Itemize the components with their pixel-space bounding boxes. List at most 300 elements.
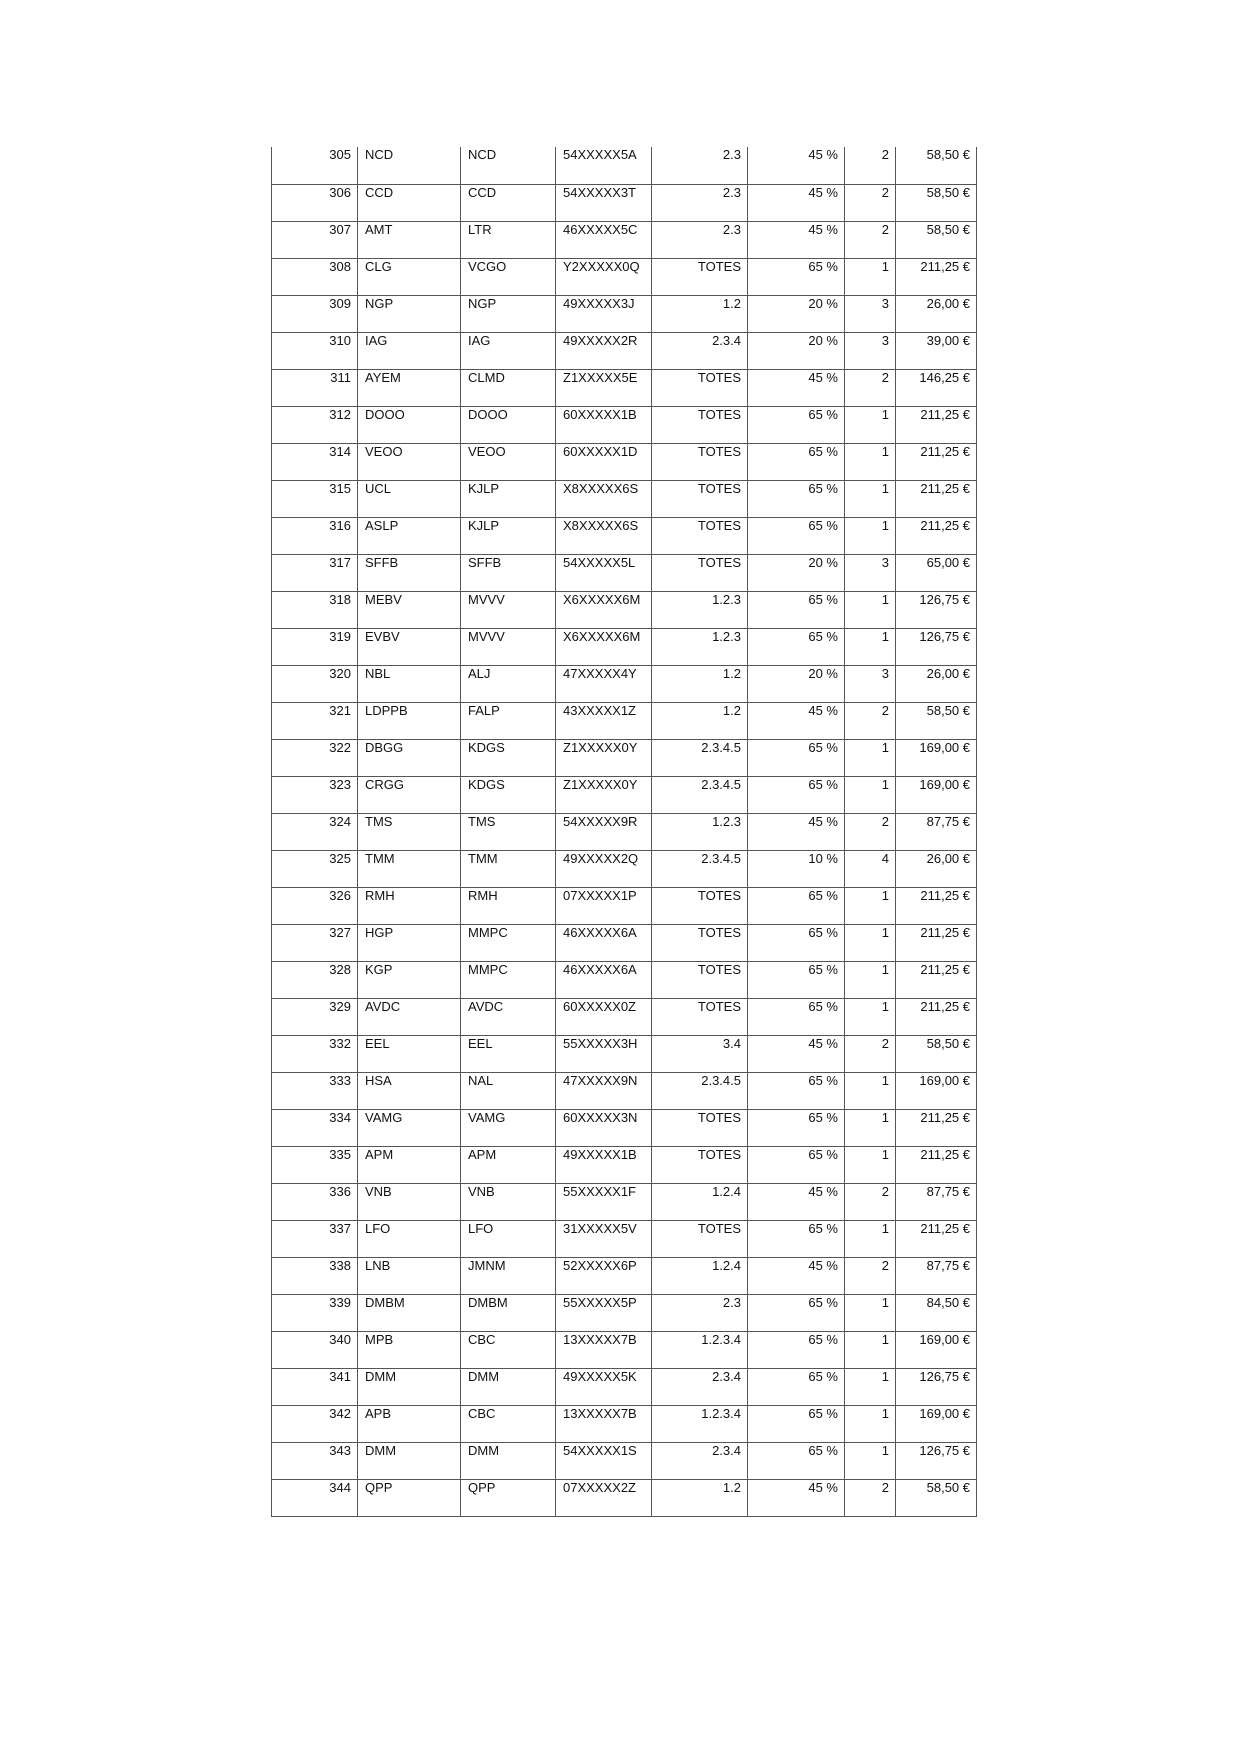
cell-groups: TOTES <box>652 924 748 961</box>
cell-percentage: 65 % <box>748 1442 845 1479</box>
cell-groups: 2.3 <box>652 147 748 184</box>
table-row <box>272 1072 977 1109</box>
cell-count: 3 <box>845 665 896 702</box>
cell-count: 1 <box>845 1442 896 1479</box>
cell-count: 2 <box>845 1257 896 1294</box>
cell-groups: 1.2.3.4 <box>652 1331 748 1368</box>
cell-code-a: CRGG <box>358 776 461 813</box>
cell-code-a: LFO <box>358 1220 461 1257</box>
cell-percentage: 65 % <box>748 1368 845 1405</box>
cell-amount: 126,75 € <box>896 1368 977 1405</box>
cell-id-masked: X6XXXXX6M <box>556 628 652 665</box>
cell-code-b: KJLP <box>461 480 556 517</box>
cell-percentage: 20 % <box>748 665 845 702</box>
cell-percentage: 20 % <box>748 554 845 591</box>
cell-groups: 1.2.3 <box>652 813 748 850</box>
cell-amount: 58,50 € <box>896 1479 977 1516</box>
cell-code-b: VAMG <box>461 1109 556 1146</box>
cell-count: 1 <box>845 1146 896 1183</box>
cell-groups: TOTES <box>652 1220 748 1257</box>
cell-groups: 1.2.3 <box>652 591 748 628</box>
cell-row-number: 343 <box>272 1442 358 1479</box>
cell-amount: 58,50 € <box>896 221 977 258</box>
table-row <box>272 295 977 332</box>
cell-id-masked: 47XXXXX4Y <box>556 665 652 702</box>
cell-row-number: 321 <box>272 702 358 739</box>
cell-percentage: 45 % <box>748 221 845 258</box>
cell-percentage: 65 % <box>748 1220 845 1257</box>
cell-amount: 169,00 € <box>896 1405 977 1442</box>
cell-code-a: NBL <box>358 665 461 702</box>
cell-row-number: 308 <box>272 258 358 295</box>
cell-code-a: EVBV <box>358 628 461 665</box>
cell-groups: 1.2 <box>652 702 748 739</box>
cell-percentage: 65 % <box>748 591 845 628</box>
cell-code-a: NCD <box>358 147 461 184</box>
cell-row-number: 328 <box>272 961 358 998</box>
cell-code-b: NCD <box>461 147 556 184</box>
cell-row-number: 322 <box>272 739 358 776</box>
cell-amount: 58,50 € <box>896 702 977 739</box>
cell-count: 2 <box>845 221 896 258</box>
cell-groups: TOTES <box>652 517 748 554</box>
cell-percentage: 45 % <box>748 702 845 739</box>
cell-id-masked: X8XXXXX6S <box>556 517 652 554</box>
cell-code-a: APM <box>358 1146 461 1183</box>
cell-id-masked: 54XXXXX9R <box>556 813 652 850</box>
cell-row-number: 333 <box>272 1072 358 1109</box>
table-row <box>272 1035 977 1072</box>
cell-code-b: DOOO <box>461 406 556 443</box>
cell-row-number: 305 <box>272 147 358 184</box>
cell-row-number: 340 <box>272 1331 358 1368</box>
cell-row-number: 311 <box>272 369 358 406</box>
cell-code-a: EEL <box>358 1035 461 1072</box>
cell-amount: 211,25 € <box>896 887 977 924</box>
cell-code-a: HSA <box>358 1072 461 1109</box>
cell-code-a: DMM <box>358 1368 461 1405</box>
cell-code-a: HGP <box>358 924 461 961</box>
cell-groups: 1.2 <box>652 295 748 332</box>
cell-code-b: CBC <box>461 1331 556 1368</box>
cell-code-b: AVDC <box>461 998 556 1035</box>
cell-amount: 211,25 € <box>896 1220 977 1257</box>
cell-amount: 65,00 € <box>896 554 977 591</box>
cell-groups: 1.2.3 <box>652 628 748 665</box>
cell-row-number: 312 <box>272 406 358 443</box>
table-row <box>272 184 977 221</box>
cell-percentage: 65 % <box>748 887 845 924</box>
cell-id-masked: 55XXXXX1F <box>556 1183 652 1220</box>
cell-code-b: APM <box>461 1146 556 1183</box>
cell-count: 1 <box>845 1405 896 1442</box>
table-row <box>272 702 977 739</box>
cell-amount: 58,50 € <box>896 147 977 184</box>
cell-id-masked: 46XXXXX5C <box>556 221 652 258</box>
cell-code-a: DBGG <box>358 739 461 776</box>
cell-code-b: ALJ <box>461 665 556 702</box>
table-row <box>272 1109 977 1146</box>
cell-amount: 84,50 € <box>896 1294 977 1331</box>
cell-groups: TOTES <box>652 998 748 1035</box>
cell-count: 1 <box>845 739 896 776</box>
cell-id-masked: Z1XXXXX5E <box>556 369 652 406</box>
cell-id-masked: 60XXXXX1B <box>556 406 652 443</box>
cell-code-b: DMM <box>461 1368 556 1405</box>
cell-id-masked: 49XXXXX3J <box>556 295 652 332</box>
cell-groups: 2.3.4 <box>652 1442 748 1479</box>
table-row <box>272 332 977 369</box>
cell-percentage: 65 % <box>748 1331 845 1368</box>
table-row <box>272 887 977 924</box>
cell-percentage: 45 % <box>748 1479 845 1516</box>
table-row <box>272 1220 977 1257</box>
cell-percentage: 20 % <box>748 295 845 332</box>
cell-code-a: AMT <box>358 221 461 258</box>
cell-amount: 26,00 € <box>896 295 977 332</box>
cell-code-b: JMNM <box>461 1257 556 1294</box>
cell-percentage: 65 % <box>748 1294 845 1331</box>
cell-groups: 3.4 <box>652 1035 748 1072</box>
cell-row-number: 342 <box>272 1405 358 1442</box>
cell-row-number: 338 <box>272 1257 358 1294</box>
table-row <box>272 1294 977 1331</box>
table-row <box>272 1331 977 1368</box>
cell-count: 4 <box>845 850 896 887</box>
cell-row-number: 334 <box>272 1109 358 1146</box>
cell-id-masked: 43XXXXX1Z <box>556 702 652 739</box>
cell-percentage: 65 % <box>748 924 845 961</box>
cell-code-a: CCD <box>358 184 461 221</box>
cell-row-number: 327 <box>272 924 358 961</box>
cell-count: 1 <box>845 1331 896 1368</box>
cell-id-masked: 49XXXXX2Q <box>556 850 652 887</box>
cell-code-b: KJLP <box>461 517 556 554</box>
cell-amount: 211,25 € <box>896 517 977 554</box>
cell-count: 1 <box>845 591 896 628</box>
cell-percentage: 65 % <box>748 1109 845 1146</box>
cell-code-b: DMBM <box>461 1294 556 1331</box>
cell-row-number: 332 <box>272 1035 358 1072</box>
cell-groups: 1.2.4 <box>652 1257 748 1294</box>
cell-row-number: 309 <box>272 295 358 332</box>
cell-code-b: NGP <box>461 295 556 332</box>
cell-id-masked: 31XXXXX5V <box>556 1220 652 1257</box>
cell-code-a: IAG <box>358 332 461 369</box>
cell-count: 2 <box>845 1035 896 1072</box>
table-row <box>272 739 977 776</box>
cell-count: 2 <box>845 702 896 739</box>
cell-code-a: MEBV <box>358 591 461 628</box>
cell-percentage: 65 % <box>748 443 845 480</box>
cell-groups: TOTES <box>652 1146 748 1183</box>
cell-code-b: VCGO <box>461 258 556 295</box>
table-body <box>272 147 977 1516</box>
cell-row-number: 339 <box>272 1294 358 1331</box>
cell-code-a: VAMG <box>358 1109 461 1146</box>
cell-code-b: EEL <box>461 1035 556 1072</box>
cell-count: 1 <box>845 1294 896 1331</box>
table-row <box>272 813 977 850</box>
table-row <box>272 221 977 258</box>
table-row <box>272 591 977 628</box>
cell-code-b: NAL <box>461 1072 556 1109</box>
cell-count: 2 <box>845 369 896 406</box>
cell-code-a: TMM <box>358 850 461 887</box>
cell-id-masked: Z1XXXXX0Y <box>556 776 652 813</box>
cell-amount: 211,25 € <box>896 961 977 998</box>
cell-code-a: RMH <box>358 887 461 924</box>
cell-amount: 126,75 € <box>896 591 977 628</box>
cell-id-masked: 13XXXXX7B <box>556 1405 652 1442</box>
cell-row-number: 307 <box>272 221 358 258</box>
cell-groups: 2.3.4 <box>652 1368 748 1405</box>
cell-row-number: 337 <box>272 1220 358 1257</box>
cell-groups: 1.2 <box>652 1479 748 1516</box>
cell-groups: TOTES <box>652 961 748 998</box>
cell-row-number: 317 <box>272 554 358 591</box>
cell-id-masked: 60XXXXX1D <box>556 443 652 480</box>
cell-code-a: CLG <box>358 258 461 295</box>
cell-count: 2 <box>845 813 896 850</box>
cell-id-masked: 07XXXXX2Z <box>556 1479 652 1516</box>
cell-code-b: CCD <box>461 184 556 221</box>
cell-row-number: 325 <box>272 850 358 887</box>
cell-groups: 2.3.4.5 <box>652 850 748 887</box>
cell-row-number: 323 <box>272 776 358 813</box>
cell-groups: TOTES <box>652 369 748 406</box>
cell-row-number: 315 <box>272 480 358 517</box>
cell-count: 1 <box>845 776 896 813</box>
cell-amount: 211,25 € <box>896 924 977 961</box>
data-table <box>271 147 977 1517</box>
cell-id-masked: 46XXXXX6A <box>556 961 652 998</box>
cell-count: 1 <box>845 1109 896 1146</box>
cell-groups: TOTES <box>652 258 748 295</box>
cell-code-b: DMM <box>461 1442 556 1479</box>
table-row <box>272 480 977 517</box>
cell-amount: 87,75 € <box>896 1257 977 1294</box>
cell-count: 2 <box>845 184 896 221</box>
cell-row-number: 320 <box>272 665 358 702</box>
cell-row-number: 336 <box>272 1183 358 1220</box>
cell-groups: TOTES <box>652 1109 748 1146</box>
cell-percentage: 65 % <box>748 628 845 665</box>
cell-code-a: DMM <box>358 1442 461 1479</box>
cell-groups: 2.3 <box>652 221 748 258</box>
cell-code-b: IAG <box>461 332 556 369</box>
cell-percentage: 65 % <box>748 258 845 295</box>
cell-groups: 1.2.3.4 <box>652 1405 748 1442</box>
cell-count: 3 <box>845 295 896 332</box>
cell-groups: 1.2 <box>652 665 748 702</box>
cell-row-number: 314 <box>272 443 358 480</box>
cell-count: 3 <box>845 332 896 369</box>
cell-id-masked: Z1XXXXX0Y <box>556 739 652 776</box>
cell-count: 1 <box>845 517 896 554</box>
cell-count: 1 <box>845 961 896 998</box>
cell-groups: TOTES <box>652 443 748 480</box>
cell-count: 2 <box>845 1183 896 1220</box>
table-row <box>272 1183 977 1220</box>
cell-id-masked: 13XXXXX7B <box>556 1331 652 1368</box>
cell-code-a: DMBM <box>358 1294 461 1331</box>
cell-groups: 2.3.4.5 <box>652 739 748 776</box>
cell-percentage: 65 % <box>748 1146 845 1183</box>
cell-count: 1 <box>845 480 896 517</box>
cell-percentage: 65 % <box>748 517 845 554</box>
cell-row-number: 344 <box>272 1479 358 1516</box>
cell-row-number: 318 <box>272 591 358 628</box>
cell-code-b: RMH <box>461 887 556 924</box>
cell-code-a: TMS <box>358 813 461 850</box>
table-row <box>272 1368 977 1405</box>
table-row <box>272 147 977 184</box>
cell-id-masked: X8XXXXX6S <box>556 480 652 517</box>
cell-percentage: 65 % <box>748 1405 845 1442</box>
cell-code-a: QPP <box>358 1479 461 1516</box>
cell-code-b: MVVV <box>461 628 556 665</box>
cell-amount: 87,75 € <box>896 1183 977 1220</box>
cell-id-masked: Y2XXXXX0Q <box>556 258 652 295</box>
cell-row-number: 306 <box>272 184 358 221</box>
cell-code-a: DOOO <box>358 406 461 443</box>
cell-row-number: 335 <box>272 1146 358 1183</box>
cell-groups: 2.3 <box>652 1294 748 1331</box>
cell-count: 3 <box>845 554 896 591</box>
cell-code-a: AVDC <box>358 998 461 1035</box>
cell-code-a: SFFB <box>358 554 461 591</box>
cell-row-number: 324 <box>272 813 358 850</box>
cell-groups: TOTES <box>652 554 748 591</box>
cell-id-masked: 49XXXXX5K <box>556 1368 652 1405</box>
cell-amount: 211,25 € <box>896 1146 977 1183</box>
cell-code-a: KGP <box>358 961 461 998</box>
cell-percentage: 65 % <box>748 998 845 1035</box>
cell-percentage: 45 % <box>748 1257 845 1294</box>
cell-amount: 211,25 € <box>896 998 977 1035</box>
table-row <box>272 1479 977 1516</box>
cell-groups: TOTES <box>652 480 748 517</box>
cell-code-b: VEOO <box>461 443 556 480</box>
cell-code-a: APB <box>358 1405 461 1442</box>
cell-id-masked: 49XXXXX2R <box>556 332 652 369</box>
cell-percentage: 45 % <box>748 147 845 184</box>
cell-percentage: 45 % <box>748 813 845 850</box>
table-row <box>272 1405 977 1442</box>
cell-code-b: VNB <box>461 1183 556 1220</box>
cell-count: 2 <box>845 147 896 184</box>
cell-percentage: 65 % <box>748 480 845 517</box>
cell-amount: 26,00 € <box>896 850 977 887</box>
cell-id-masked: 49XXXXX1B <box>556 1146 652 1183</box>
cell-amount: 211,25 € <box>896 443 977 480</box>
cell-count: 1 <box>845 887 896 924</box>
cell-row-number: 341 <box>272 1368 358 1405</box>
cell-count: 1 <box>845 406 896 443</box>
cell-percentage: 65 % <box>748 406 845 443</box>
table-row <box>272 924 977 961</box>
cell-percentage: 45 % <box>748 1035 845 1072</box>
cell-percentage: 65 % <box>748 739 845 776</box>
cell-amount: 211,25 € <box>896 480 977 517</box>
table-row <box>272 258 977 295</box>
cell-amount: 126,75 € <box>896 628 977 665</box>
cell-amount: 87,75 € <box>896 813 977 850</box>
cell-row-number: 326 <box>272 887 358 924</box>
cell-percentage: 10 % <box>748 850 845 887</box>
cell-code-a: AYEM <box>358 369 461 406</box>
cell-id-masked: 60XXXXX0Z <box>556 998 652 1035</box>
cell-amount: 169,00 € <box>896 1072 977 1109</box>
cell-groups: 2.3.4.5 <box>652 1072 748 1109</box>
cell-code-b: MMPC <box>461 961 556 998</box>
cell-code-b: MMPC <box>461 924 556 961</box>
table-row <box>272 406 977 443</box>
cell-code-b: KDGS <box>461 776 556 813</box>
cell-id-masked: 54XXXXX5A <box>556 147 652 184</box>
cell-row-number: 310 <box>272 332 358 369</box>
cell-row-number: 319 <box>272 628 358 665</box>
cell-code-b: MVVV <box>461 591 556 628</box>
table-row <box>272 443 977 480</box>
cell-amount: 169,00 € <box>896 1331 977 1368</box>
table-row <box>272 554 977 591</box>
cell-code-b: LFO <box>461 1220 556 1257</box>
cell-id-masked: 54XXXXX1S <box>556 1442 652 1479</box>
cell-code-b: SFFB <box>461 554 556 591</box>
cell-amount: 211,25 € <box>896 1109 977 1146</box>
table-row <box>272 1257 977 1294</box>
table-row <box>272 665 977 702</box>
cell-percentage: 45 % <box>748 184 845 221</box>
cell-id-masked: 54XXXXX5L <box>556 554 652 591</box>
cell-code-a: UCL <box>358 480 461 517</box>
table-row <box>272 628 977 665</box>
cell-amount: 58,50 € <box>896 1035 977 1072</box>
cell-code-b: CBC <box>461 1405 556 1442</box>
cell-count: 1 <box>845 443 896 480</box>
table-row <box>272 517 977 554</box>
cell-groups: 2.3 <box>652 184 748 221</box>
cell-code-a: LDPPB <box>358 702 461 739</box>
cell-amount: 58,50 € <box>896 184 977 221</box>
cell-groups: TOTES <box>652 406 748 443</box>
cell-code-a: ASLP <box>358 517 461 554</box>
cell-code-a: MPB <box>358 1331 461 1368</box>
cell-code-b: LTR <box>461 221 556 258</box>
cell-code-b: QPP <box>461 1479 556 1516</box>
cell-amount: 39,00 € <box>896 332 977 369</box>
cell-code-b: FALP <box>461 702 556 739</box>
cell-id-masked: X6XXXXX6M <box>556 591 652 628</box>
cell-id-masked: 52XXXXX6P <box>556 1257 652 1294</box>
cell-count: 1 <box>845 1072 896 1109</box>
cell-amount: 211,25 € <box>896 258 977 295</box>
cell-percentage: 65 % <box>748 961 845 998</box>
table-row <box>272 776 977 813</box>
cell-code-b: KDGS <box>461 739 556 776</box>
cell-count: 1 <box>845 258 896 295</box>
cell-groups: 2.3.4.5 <box>652 776 748 813</box>
cell-groups: TOTES <box>652 887 748 924</box>
cell-id-masked: 60XXXXX3N <box>556 1109 652 1146</box>
cell-groups: 2.3.4 <box>652 332 748 369</box>
cell-percentage: 45 % <box>748 369 845 406</box>
cell-percentage: 45 % <box>748 1183 845 1220</box>
cell-percentage: 20 % <box>748 332 845 369</box>
cell-percentage: 65 % <box>748 776 845 813</box>
